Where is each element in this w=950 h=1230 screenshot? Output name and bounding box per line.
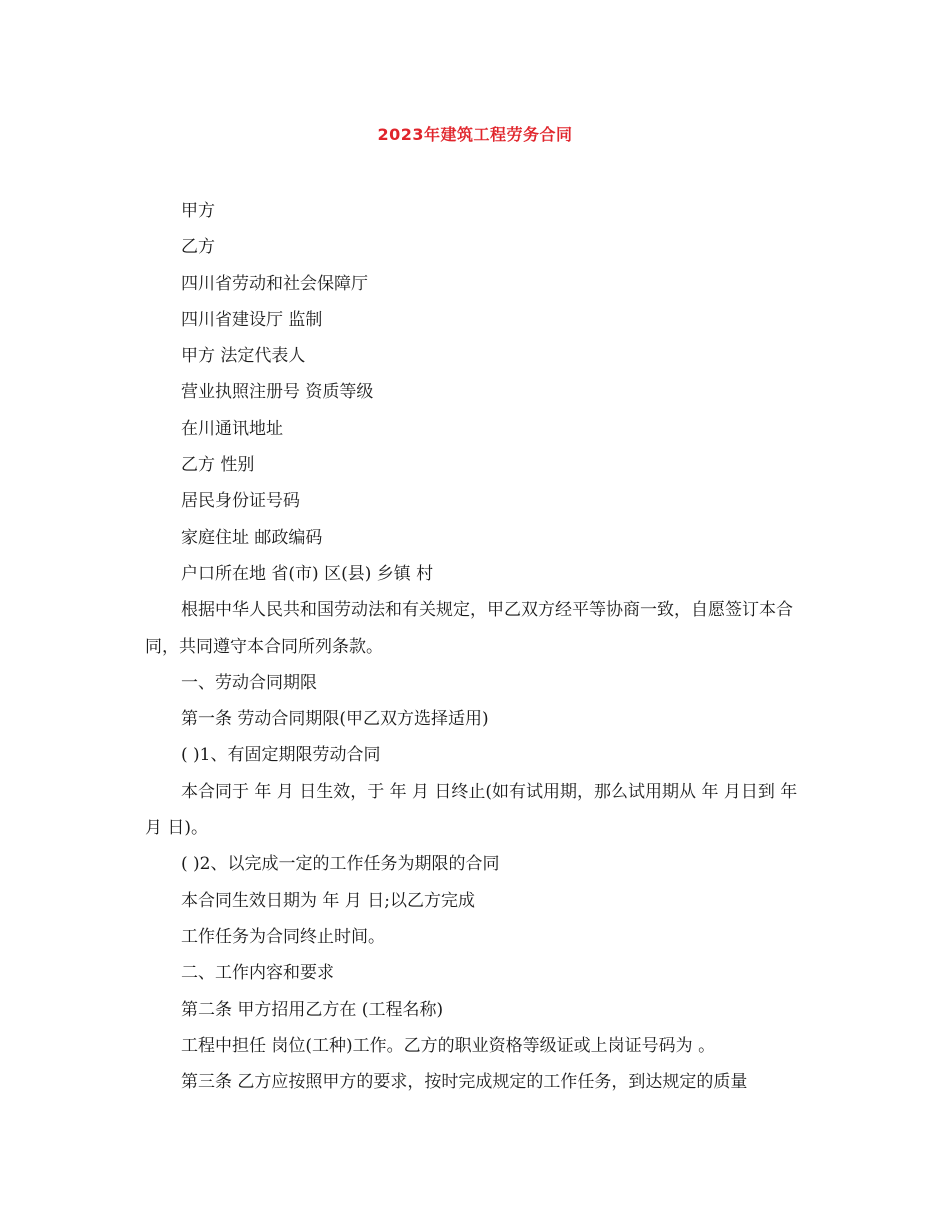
paragraph-termination: 工作任务为合同终止时间。 [181,926,385,947]
article-2: 第二条 甲方招用乙方在 (工程名称) [181,999,444,1020]
paragraph-construction-dept: 四川省建设厅 监制 [181,309,323,330]
option-fixed-term: ( )1、有固定期限劳动合同 [181,745,381,766]
paragraph-party-a: 甲方 [181,201,215,221]
paragraph-labor-dept: 四川省劳动和社会保障厅 [181,273,368,294]
paragraph-license-number: 营业执照注册号 资质等级 [181,382,374,403]
paragraph-legal-rep: 甲方 法定代表人 [181,346,306,367]
paragraph-address: 在川通讯地址 [181,418,283,439]
paragraph-effective-dates: 本合同于 年 月 日生效，于 年 月 日终止(如有试用期，那么试用期从 年 月日到 年 月 日)。 [145,781,798,839]
section-heading-term: 一、劳动合同期限 [181,672,317,693]
paragraph-effective-date: 本合同生效日期为 年 月 日;以乙方完成 [181,890,475,911]
paragraph-home-address: 家庭住址 邮政编码 [181,527,323,548]
section-heading-work: 二、工作内容和要求 [181,963,334,984]
article-3: 第三条 乙方应按照甲方的要求，按时完成规定的工作任务，到达规定的质量 [181,1072,748,1093]
paragraph-id-number: 居民身份证号码 [181,491,300,512]
paragraph-gender: 乙方 性别 [181,455,255,476]
document-body [145,193,809,1100]
document-title: 2023年建筑工程劳务合同 [377,125,573,144]
paragraph-preamble: 根据中华人民共和国劳动法和有关规定，甲乙双方经平等协商一致，自愿签订本合同，共同遵守本合同所列条款。 [145,600,793,657]
paragraph-household: 户口所在地 省(市) 区(县) 乡镇 村 [181,563,434,584]
article-1: 第一条 劳动合同期限(甲乙双方选择适用) [181,709,489,730]
option-task-based: ( )2、以完成一定的工作任务为期限的合同 [181,854,500,875]
paragraph-party-b: 乙方 [181,237,215,258]
paragraph-position: 工程中担任 岗位(工种)工作。乙方的职业资格等级证或上岗证号码为 。 [181,1035,716,1056]
